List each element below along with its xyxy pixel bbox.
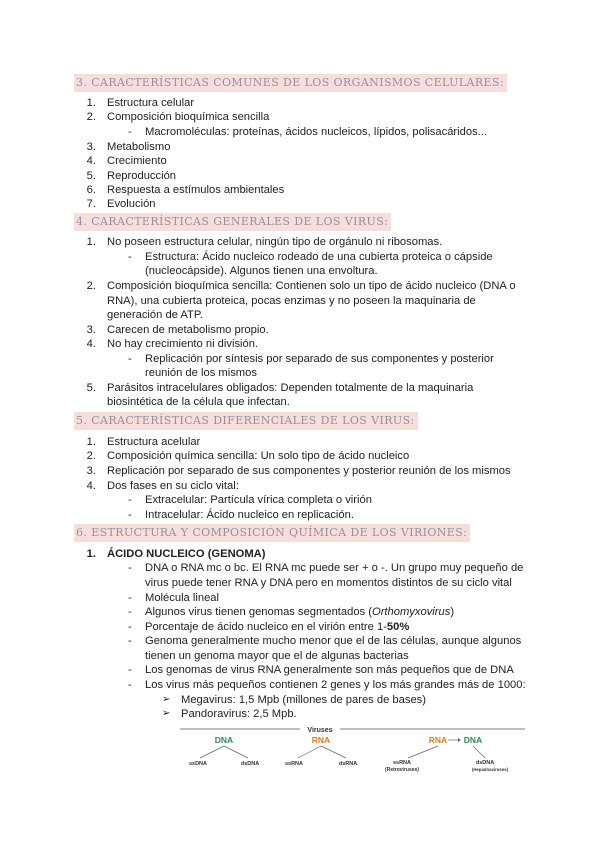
diagram-ssdna-label: ssDNA: [188, 761, 208, 767]
section-3-heading: [74, 72, 507, 94]
diagram-title: Viruses: [307, 727, 333, 734]
section-4-title: 4. CARACTERÍSTICAS GENERALES DE LOS VIRUS:: [74, 213, 391, 231]
diagram-branch: [321, 746, 346, 758]
diagram-branch: [408, 746, 438, 758]
diagram-dsdna-label: dsDNA: [240, 761, 260, 767]
section-5-title: 5. CARACTERÍSTICAS DIFERENCIALES DE LOS VIRUS:: [74, 412, 418, 430]
section-5-heading: [74, 410, 418, 432]
diagram-dsdna2-label: dsDNA: [475, 760, 495, 766]
section-3-title: 3. CARACTERÍSTICAS COMUNES DE LOS ORGANISMOS CELULARES:: [74, 74, 507, 92]
section-6-title: 6. ESTRUCTURA Y COMPOSICIÓN QUÍMICA DE LOS VIRIONES:: [74, 524, 470, 542]
section-4-heading: [74, 211, 391, 233]
diagram-branch: [200, 746, 224, 758]
document-page: 3. CARACTERÍSTICAS COMUNES DE LOS ORGANISMOS CELULARES: 1. Estructura celular 2. Composición bioquímica sencilla - Macromoléculas: proteínas, ácidos nucleicos, lípidos, polisacáridos... 3. Metabolismo 4. Crecimiento 5. Reproducción 6. Respuesta a estímulos ambientales 7. Evolución 4. CARACTERÍSTICAS GENERALES DE LOS VIRUS: 1. No poseen estructura celular, ningún tipo de orgánulo ni ribosomas. - Estructura: Ácido nucleico rodeado de una cubierta proteica o cápside (nucleocápside). Algunos tienen una envoltura. 2. Composición bioquímica sencilla: Contienen solo un tipo de ácido nucleico (DNA o RNA), una cubierta proteica, pocas enzimas y no poseen la maquinaria de generación de ATP. 3. Carecen de metabolismo propio. 4. No hay crecimiento ni división. - Replicación por síntesis por separado de sus componentes y posterior reunión de los mismos 5. Parásitos intracelulares obligados: Dependen totalmente de la maquinaria biosintética de la célula que infectan. 5. CARACTERÍSTICAS DIFERENCIALES DE LOS VIRUS: 1. Estructura acelular 2. Composición química sencilla: Un solo tipo de ácido nucleico 3. Replicación por separado de sus componentes y posterior reunión de los mismos 4. Dos fases en su ciclo vital: - Extracelular: Partícula vírica completa o virión - Intracelular: Ácido nucleico en replicación. 6. ESTRUCTURA Y COMPOSICIÓN QUÍMICA DE LOS VIRIONES: 1. ÁCIDO NUCLEICO (GENOMA) - DNA o RNA mc o bc. El RNA mc puede ser + o -. Un grupo muy pequeño de virus puede tener RNA y DNA pero en momentos distintos de su ciclo vital - Molécula lineal - Algunos virus tienen genomas segmentados (Orthomyxovirus) - Porcentaje de ácido nucleico en el virión entre 1-50% - Genoma generalmente mucho menor que el de las células, aunque algunos tienen un genoma mayor que el de algunas bacterias - Los genomas de virus RNA generalmente son más pequeños que de DNA - Los virus más pequeños contienen 2 genes y los más grandes más de 1000: ➢ Megavirus: 1,5 Mpb (millones de pares de bases) ➢ Pandoravirus: 2,5 Mpb. Viruses DNA ssDNA dsDNA RNA ssRNA dsRNA RNA DNA ssRNA (Retroviruses) dsDNA (Hepadnaviruses): [0, 0, 600, 848]
diagram-hepadna-label: (Hepadnaviruses): [471, 767, 509, 772]
arrow-bullet-icon: ➢: [162, 694, 171, 705]
diagram-dna2-label: DNA: [463, 735, 483, 745]
diagram-ssrna-label: ssRNA: [284, 761, 304, 767]
diagram-rna2-label: RNA: [428, 735, 448, 745]
diagram-ssrna2-label: ssRNA: [392, 760, 412, 766]
diagram-dna-label: DNA: [214, 735, 234, 745]
diagram-rna-label: RNA: [311, 735, 331, 745]
diagram-dsrna-label: dsRNA: [338, 761, 358, 767]
section-6-heading: [74, 522, 470, 544]
diagram-branch: [473, 746, 485, 758]
diagram-branch: [224, 746, 248, 758]
arrow-head-icon: [458, 738, 461, 742]
diagram-retro-label: (Retroviruses): [385, 767, 419, 773]
viruses-classification-diagram: [180, 724, 525, 774]
diagram-branch: [298, 746, 321, 758]
arrow-bullet-icon: ➢: [162, 708, 171, 719]
